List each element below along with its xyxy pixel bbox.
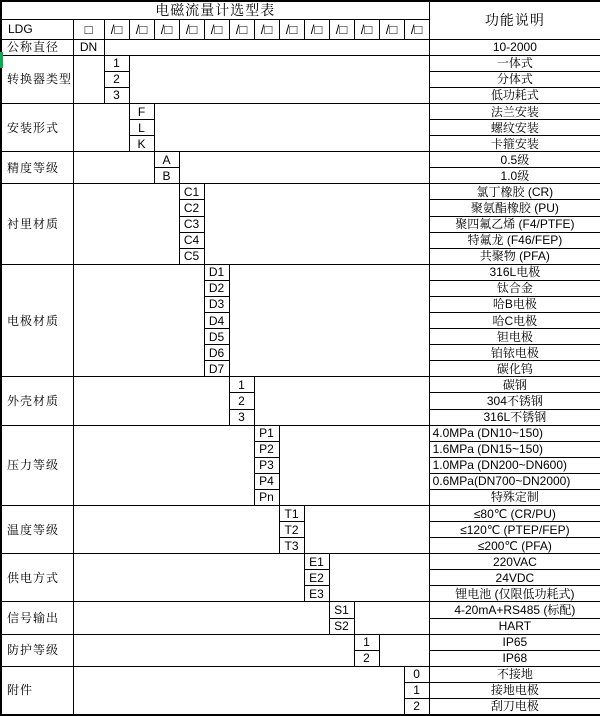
function-cell: 铂铱电极 (429, 345, 600, 361)
spacer-cell (73, 104, 129, 152)
function-cell: 锂电池 (仅限低功耗式) (429, 586, 600, 602)
code-slot-placeholder: /□ (104, 19, 129, 39)
spacer-cell (329, 554, 429, 602)
code-cell: D4 (204, 313, 229, 329)
function-cell: 304不锈钢 (429, 393, 600, 409)
code-slot-placeholder: /□ (154, 19, 179, 39)
group-label-temperature-rating: 温度等级 (1, 505, 73, 553)
code-slot-placeholder: /□ (229, 19, 254, 39)
code-cell: 1 (104, 55, 129, 71)
spec-row (1, 152, 600, 168)
spacer-cell (204, 184, 429, 264)
group-label-nominal-diameter: 公称直径 (1, 39, 73, 55)
spacer-cell (73, 554, 304, 602)
function-cell: 钛合金 (429, 280, 600, 296)
code-cell: E1 (304, 554, 329, 570)
code-cell: 3 (229, 409, 254, 425)
code-cell: P2 (254, 441, 279, 457)
function-cell: 1.6MPa (DN15~150) (429, 441, 600, 457)
function-cell: ≤200℃ (PFA) (429, 538, 600, 554)
function-cell: 220VAC (429, 554, 600, 570)
code-cell: C4 (179, 232, 204, 248)
spacer-cell (179, 152, 429, 184)
function-cell: 碳化钨 (429, 361, 600, 377)
spacer-cell (254, 377, 429, 425)
code-cell: 2 (229, 393, 254, 409)
title-row (1, 1, 600, 19)
function-cell: 钽电极 (429, 329, 600, 345)
dn-box-placeholder: □ (73, 19, 104, 39)
code-cell: L (129, 120, 154, 136)
function-cell: 316L电极 (429, 264, 600, 280)
code-cell: D6 (204, 345, 229, 361)
function-cell: 0.5级 (429, 152, 600, 168)
code-slot-placeholder: /□ (379, 19, 404, 39)
spacer-cell (73, 634, 354, 666)
function-cell: 分体式 (429, 71, 600, 87)
code-cell: C3 (179, 216, 204, 232)
spacer-cell (304, 505, 429, 553)
spec-row (1, 377, 600, 393)
spec-row (1, 602, 600, 618)
group-label-electrode-material: 电极材质 (1, 264, 73, 377)
code-cell: D5 (204, 329, 229, 345)
code-cell: 1 (229, 377, 254, 393)
model-prefix: LDG (1, 19, 73, 39)
code-cell: D1 (204, 264, 229, 280)
code-cell: 2 (104, 71, 129, 87)
page-title: 电磁流量计选型表 (1, 1, 429, 19)
spacer-cell (154, 104, 429, 152)
code-cell: S1 (329, 602, 354, 618)
group-label-protection-rating: 防护等级 (1, 634, 73, 666)
function-cell: IP68 (429, 650, 600, 666)
code-slot-placeholder: /□ (404, 19, 429, 39)
spacer-cell (129, 55, 429, 103)
function-cell: 不接地 (429, 666, 600, 682)
code-slot-placeholder: /□ (279, 19, 304, 39)
code-cell: 0 (404, 666, 429, 682)
code-cell: T3 (279, 538, 304, 554)
code-cell: T2 (279, 522, 304, 538)
spec-row (1, 425, 600, 441)
code-cell: 2 (404, 698, 429, 715)
function-cell: 卡箍安装 (429, 136, 600, 152)
spec-row (1, 634, 600, 650)
function-cell: 0.6MPa(DN700~DN2000) (429, 473, 600, 489)
group-label-pressure-rating: 压力等级 (1, 425, 73, 505)
spacer-cell (379, 634, 429, 666)
function-cell: 1.0级 (429, 168, 600, 184)
code-cell: D2 (204, 280, 229, 296)
spacer-cell (73, 425, 254, 505)
spec-row (1, 39, 600, 55)
code-cell: F (129, 104, 154, 120)
code-cell: C2 (179, 200, 204, 216)
spacer-cell (73, 377, 229, 425)
function-cell: IP65 (429, 634, 600, 650)
code-cell: B (154, 168, 179, 184)
spec-row (1, 184, 600, 200)
code-cell: 1 (354, 634, 379, 650)
function-cell: 24VDC (429, 570, 600, 586)
code-cell: K (129, 136, 154, 152)
spec-row (1, 666, 600, 682)
code-cell: DN (73, 39, 104, 55)
group-label-liner-material: 衬里材质 (1, 184, 73, 264)
spacer-cell (279, 425, 429, 505)
code-cell: 3 (104, 87, 129, 103)
spec-row (1, 264, 600, 280)
code-cell: 2 (354, 650, 379, 666)
function-cell: 316L不锈钢 (429, 409, 600, 425)
spacer-cell (73, 55, 104, 103)
code-slot-placeholder: /□ (304, 19, 329, 39)
function-cell: 螺纹安装 (429, 120, 600, 136)
code-cell: D7 (204, 361, 229, 377)
code-cell: P3 (254, 457, 279, 473)
function-cell: 法兰安装 (429, 104, 600, 120)
code-slot-placeholder: /□ (204, 19, 229, 39)
spacer-cell (73, 505, 279, 553)
spec-row (1, 104, 600, 120)
code-cell: P1 (254, 425, 279, 441)
function-cell: 碳钢 (429, 377, 600, 393)
code-slot-placeholder: /□ (179, 19, 204, 39)
code-cell: P4 (254, 473, 279, 489)
group-label-converter-type: 转换器类型 (1, 55, 73, 103)
function-cell: 一体式 (429, 55, 600, 71)
code-cell: C5 (179, 248, 204, 264)
spacer-cell (104, 39, 429, 55)
code-cell: S2 (329, 618, 354, 634)
code-cell: E3 (304, 586, 329, 602)
spacer-cell (73, 666, 404, 715)
function-cell: 1.0MPa (DN200~DN600) (429, 457, 600, 473)
function-cell: 接地电极 (429, 682, 600, 698)
function-cell: ≤80℃ (CR/PU) (429, 505, 600, 521)
group-label-power-supply: 供电方式 (1, 554, 73, 602)
function-cell: 4-20mA+RS485 (标配) (429, 602, 600, 618)
function-cell: 氯丁橡胶 (CR) (429, 184, 600, 200)
spacer-cell (73, 602, 329, 634)
code-cell: E2 (304, 570, 329, 586)
code-slot-placeholder: /□ (354, 19, 379, 39)
function-cell: 哈C电极 (429, 313, 600, 329)
group-label-installation: 安装形式 (1, 104, 73, 152)
green-artifact (0, 52, 3, 68)
function-cell: 共聚物 (PFA) (429, 248, 600, 264)
function-cell: 哈B电极 (429, 296, 600, 312)
group-label-housing-material: 外壳材质 (1, 377, 73, 425)
group-label-accessories: 附件 (1, 666, 73, 715)
function-cell: 10-2000 (429, 39, 600, 55)
spacer-cell (229, 264, 429, 377)
spacer-cell (73, 264, 204, 377)
group-label-signal-output: 信号输出 (1, 602, 73, 634)
function-cell: 刮刀电极 (429, 698, 600, 715)
group-label-accuracy: 精度等级 (1, 152, 73, 184)
code-slot-placeholder: /□ (254, 19, 279, 39)
spec-row (1, 554, 600, 570)
function-cell: 聚四氟乙烯 (F4/PTFE) (429, 216, 600, 232)
function-cell: HART (429, 618, 600, 634)
function-cell: 4.0MPa (DN10~150) (429, 425, 600, 441)
spacer-cell (73, 152, 154, 184)
spec-row (1, 505, 600, 521)
function-cell: ≤120℃ (PTEP/FEP) (429, 522, 600, 538)
spacer-cell (354, 602, 429, 634)
code-slot-placeholder: /□ (329, 19, 354, 39)
code-cell: Pn (254, 489, 279, 505)
function-cell: 聚氨酯橡胶 (PU) (429, 200, 600, 216)
function-column-header: 功能说明 (429, 1, 600, 39)
spec-row (1, 55, 600, 71)
code-cell: 1 (404, 682, 429, 698)
spacer-cell (73, 184, 179, 264)
code-cell: D3 (204, 296, 229, 312)
function-cell: 特氟龙 (F46/FEP) (429, 232, 600, 248)
code-cell: A (154, 152, 179, 168)
code-cell: T1 (279, 505, 304, 521)
function-cell: 低功耗式 (429, 87, 600, 103)
function-cell: 特殊定制 (429, 489, 600, 505)
code-cell: C1 (179, 184, 204, 200)
code-slot-placeholder: /□ (129, 19, 154, 39)
